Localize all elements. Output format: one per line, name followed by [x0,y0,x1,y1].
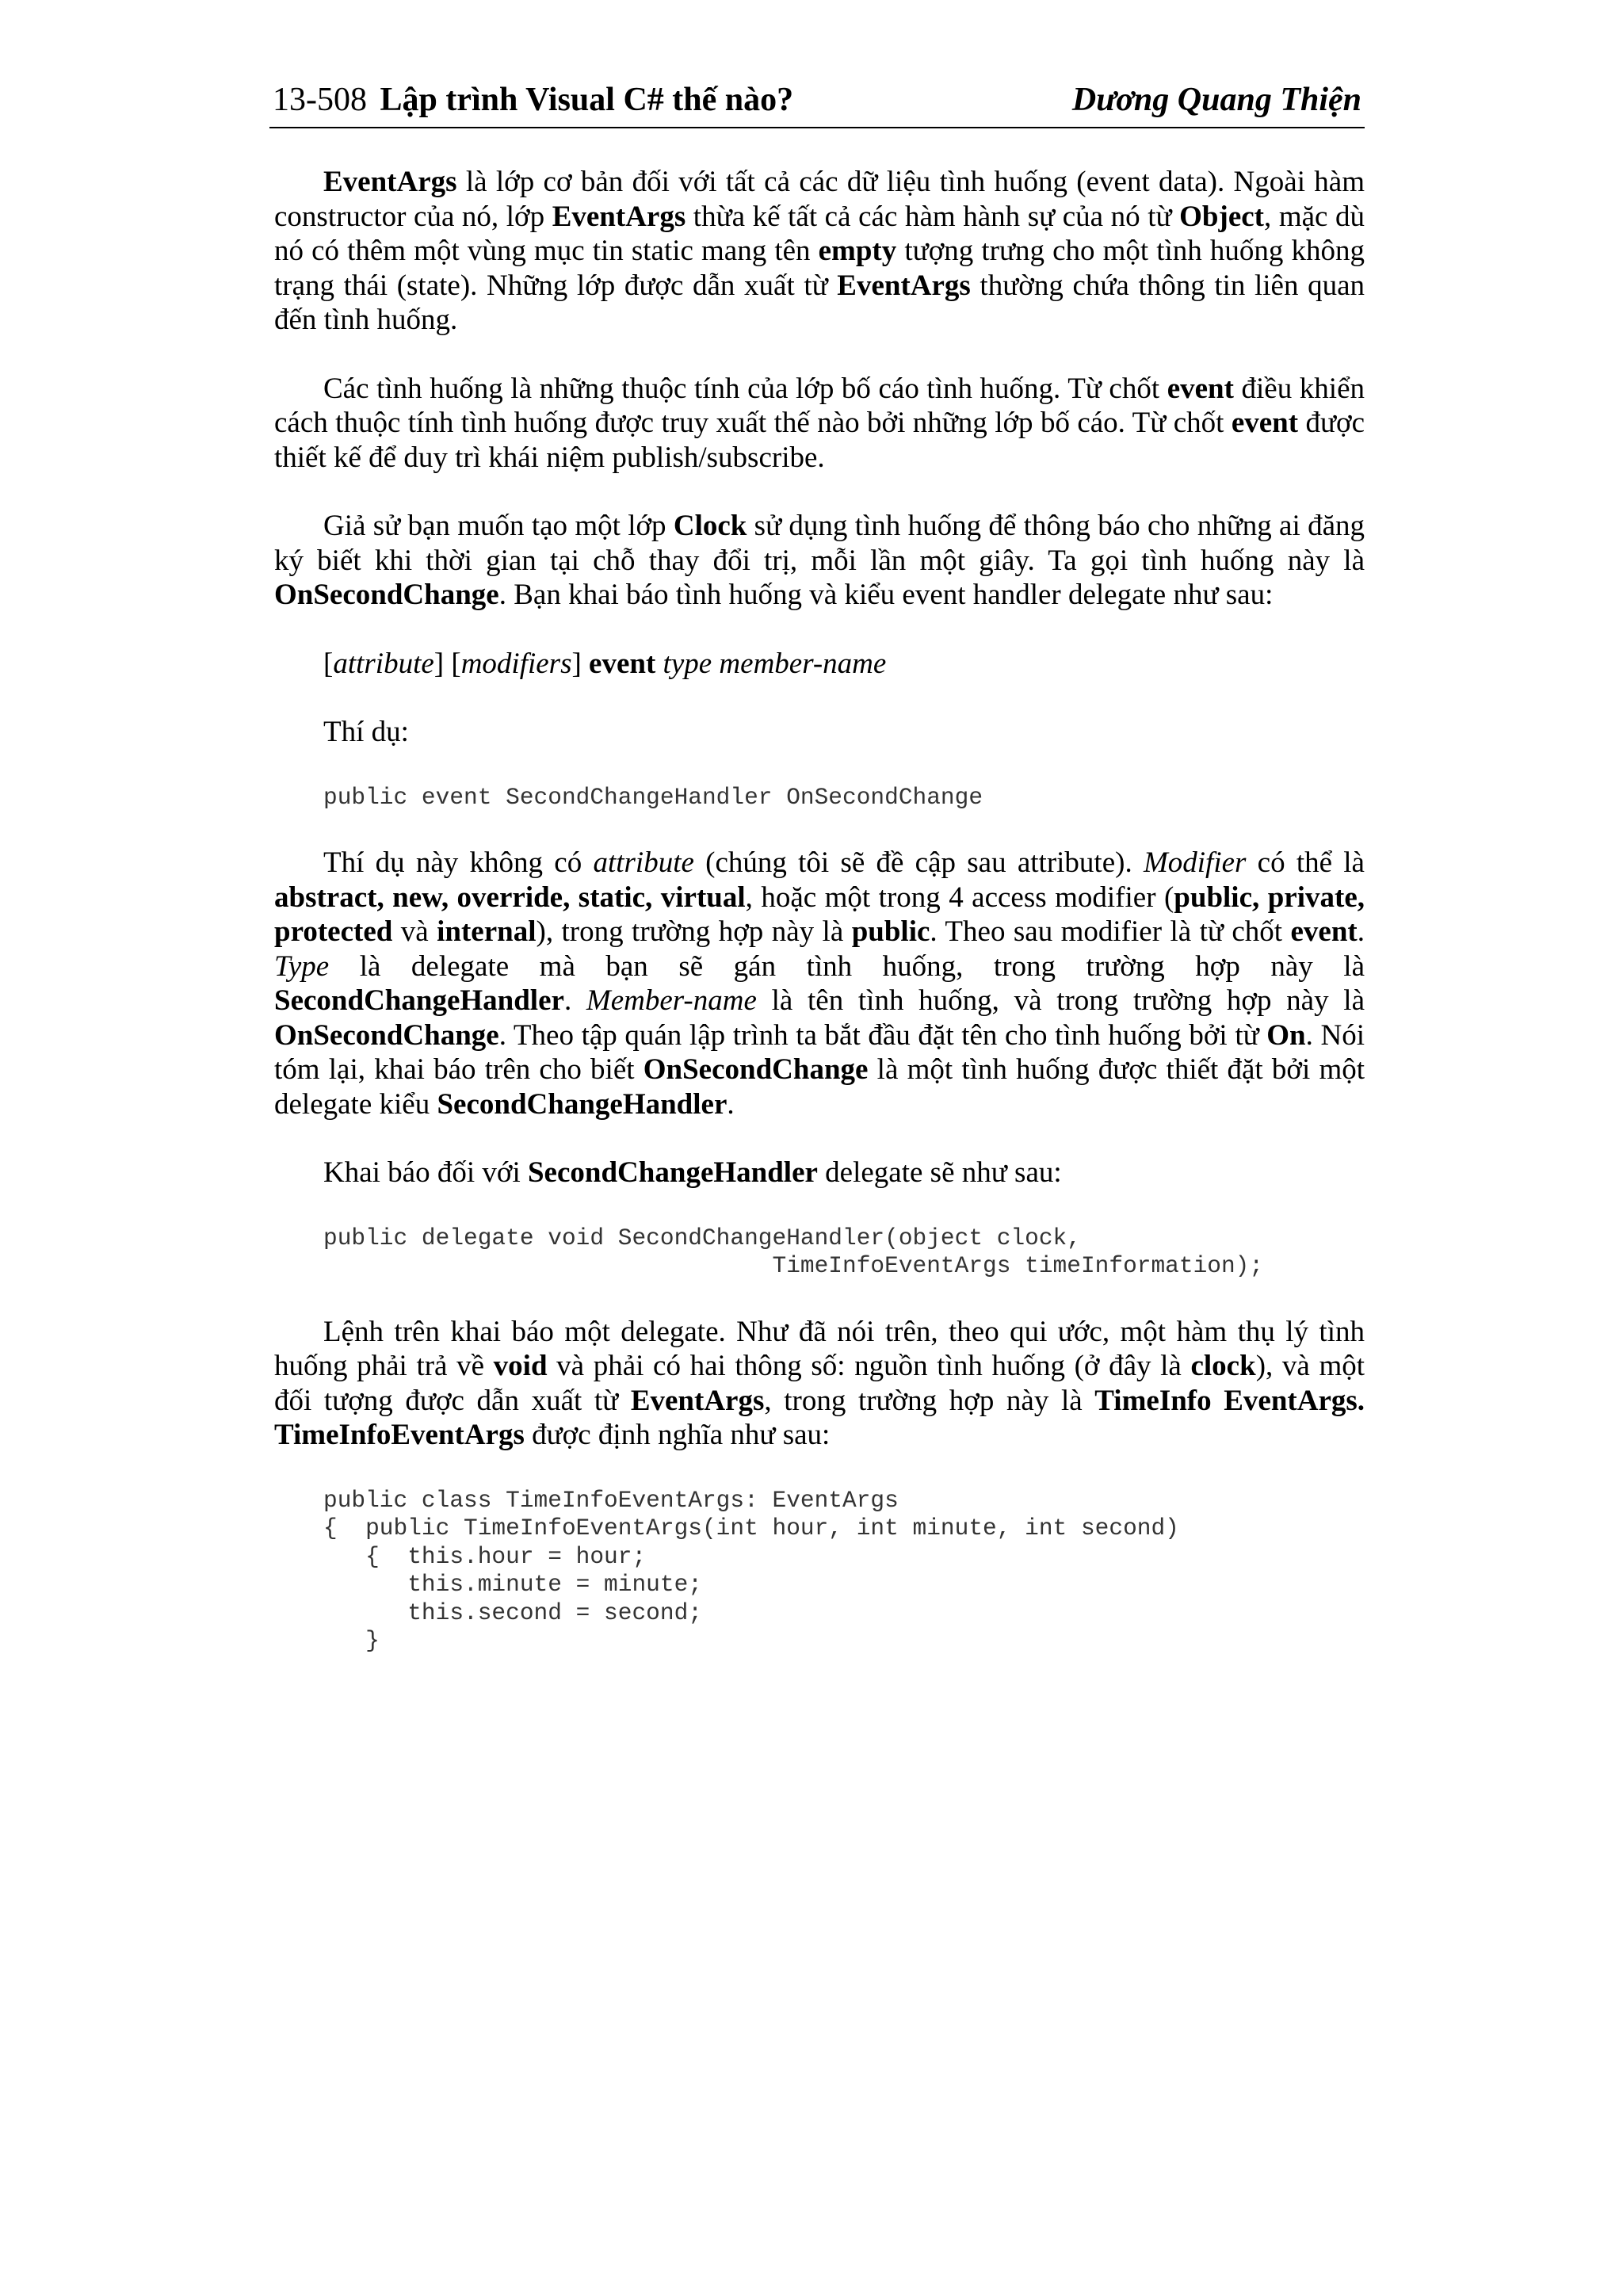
syntax-event: event [589,647,656,680]
text-span: là tên tình huống, và trong trường hợp này là [756,984,1365,1017]
term-secondchangehandler: SecondChangeHandler [527,1156,818,1189]
text-span: tượng trưng cho một tình huống không trạng thái (state). Những lớp được dẫn xuất từ [274,235,1365,302]
text-span: ), và một đối tượng được dẫn xuất từ [274,1350,1365,1417]
term-secondchangehandler: SecondChangeHandler [274,984,564,1017]
paragraph-modifiers [274,846,1365,1121]
code-block-delegate: public delegate void SecondChangeHandler(object clock, TimeInfoEventArgs timeInformation); [323,1224,1264,1279]
text-span: . [727,1087,735,1121]
text-span: ), trong trường hợp này là [536,915,852,948]
page-header [269,76,1365,128]
author-name: Dương Quang Thiện [1071,82,1361,118]
term-onsecondchange: OnSecondChange [274,1018,499,1052]
term-onsecondchange: OnSecondChange [643,1053,869,1086]
syntax-line [323,647,1365,682]
term-eventargs: EventArgs [837,269,971,302]
text-span: Giả sử bạn muốn tạo một lớp [323,510,674,542]
paragraph-eventargs [274,165,1365,338]
term-type: Type [274,949,330,983]
term-event: event [1290,915,1358,948]
term-clock: clock [1190,1350,1256,1382]
text-span: sử dụng tình huống để thông báo cho những ai đăng ký biết khi thời gian tại chỗ thay đổi trị, mỗi lần một giây. Ta gọi tình huống này là [274,510,1365,577]
text-span: . [563,984,586,1017]
text-span: Khai báo đối với [323,1156,528,1189]
text-span: điều khiển cách thuộc tính tình huống được truy xuất thế nào bởi những lớp bố cáo. Từ chốt [274,372,1365,439]
term-attribute: attribute [593,846,694,879]
paragraph-event-keyword [274,372,1365,476]
paragraph-delegate-decl [274,1156,1365,1190]
code-block-class: public class TimeInfoEventArgs: EventArgs { public TimeInfoEventArgs(int hour, int minute, int second) { this.hour = hour; this.minute = minute; this.second = second; } [323,1486,1179,1654]
paragraph-handler-convention [274,1315,1365,1453]
term-empty: empty [818,235,897,267]
text-span: . Bạn khai báo tình huống và kiểu event handler delegate như sau: [498,579,1274,611]
text-span: thường chứa thông tin liên quan đến tình huống. [274,269,1365,336]
syntax-modifiers: modifiers [460,647,572,680]
term-void: void [493,1350,548,1382]
term-eventargs: EventArgs [323,166,457,198]
term-eventargs: EventArgs [552,200,686,233]
term-secondchangehandler: SecondChangeHandler [437,1087,727,1121]
text-span: delegate sẽ như sau: [817,1156,1062,1189]
syntax-type-member: type member-name [663,647,887,680]
text-span: . [1357,915,1365,948]
text-span: Các tình huống là những thuộc tính của lớp bố cáo tình huống. Từ chốt [323,372,1167,405]
text-span: có thể là [1246,846,1365,879]
text-span: ] [ [433,647,461,680]
term-modifier: Modifier [1143,846,1247,879]
text-span: và [392,915,437,948]
text-span: . Nói tóm lại, khai báo trên cho biết [274,1018,1365,1086]
text-span: Thí dụ này không có [323,846,594,879]
term-event: event [1231,407,1299,439]
text-span: , mặc dù nó có thêm một vùng mục tin static mang tên [274,200,1365,267]
book-title: Lập trình Visual C# thế nào? [380,82,794,118]
code-block-event: public event SecondChangeHandler OnSecondChange [323,783,983,811]
text-span: và phải có hai thông số: nguồn tình huống (ở đây là [547,1350,1191,1382]
text-span: được định nghĩa như sau: [524,1419,831,1451]
text-span: (chúng tôi sẽ đề cập sau attribute). [693,846,1144,879]
text-span: thừa kế tất cả các hàm hành sự của nó từ [685,200,1180,233]
term-object: Object [1179,200,1264,233]
term-on: On [1266,1018,1306,1052]
syntax-attribute: attribute [333,647,434,680]
text-span: [ [323,647,334,680]
term-event: event [1167,372,1234,405]
text-span: là delegate mà bạn sẽ gán tình huống, trong trường hợp này là [329,949,1365,983]
term-clock: Clock [673,510,747,542]
text-span: , trong trường hợp này là [764,1384,1095,1417]
text-span: là lớp cơ bản đối với tất cả các dữ liệu tình huống (event data). Ngoài hàm constructor của nó, lớp [274,166,1365,233]
term-internal: internal [437,915,537,948]
text-span: . Theo sau modifier là từ chốt [930,915,1291,948]
text-span: . Theo tập quán lập trình ta bắt đầu đặt tên cho tình huống bởi từ [498,1018,1267,1052]
text-span: Lệnh trên khai báo một delegate. Như đã nói trên, theo qui ước, một hàm thụ lý tình huống phải trả về [274,1315,1365,1382]
page-number: 13-508 [273,82,367,118]
page-body [274,165,1365,1690]
term-timeinfoeventargs: TimeInfo EventArgs. TimeInfoEventArgs [274,1384,1365,1451]
term-onsecondchange: OnSecondChange [274,579,499,611]
term-modifier-list: abstract, new, override, static, virtual [274,881,746,914]
term-member-name: Member-name [586,984,757,1017]
example-label: Thí dụ: [323,716,409,748]
text-span: được thiết kế để duy trì khái niệm publish/subscribe. [274,407,1365,474]
text-span: là một tình huống được thiết đặt bởi một delegate kiểu [274,1053,1365,1121]
term-public: public [851,915,930,948]
text-span: ] [571,647,590,680]
header-left [273,76,793,124]
term-access-modifiers: public, private, protected [274,881,1365,948]
paragraph-clock [274,509,1365,613]
text-span [655,648,663,680]
text-span: , hoặc một trong 4 access modifier ( [745,881,1174,914]
term-eventargs: EventArgs [630,1384,765,1417]
